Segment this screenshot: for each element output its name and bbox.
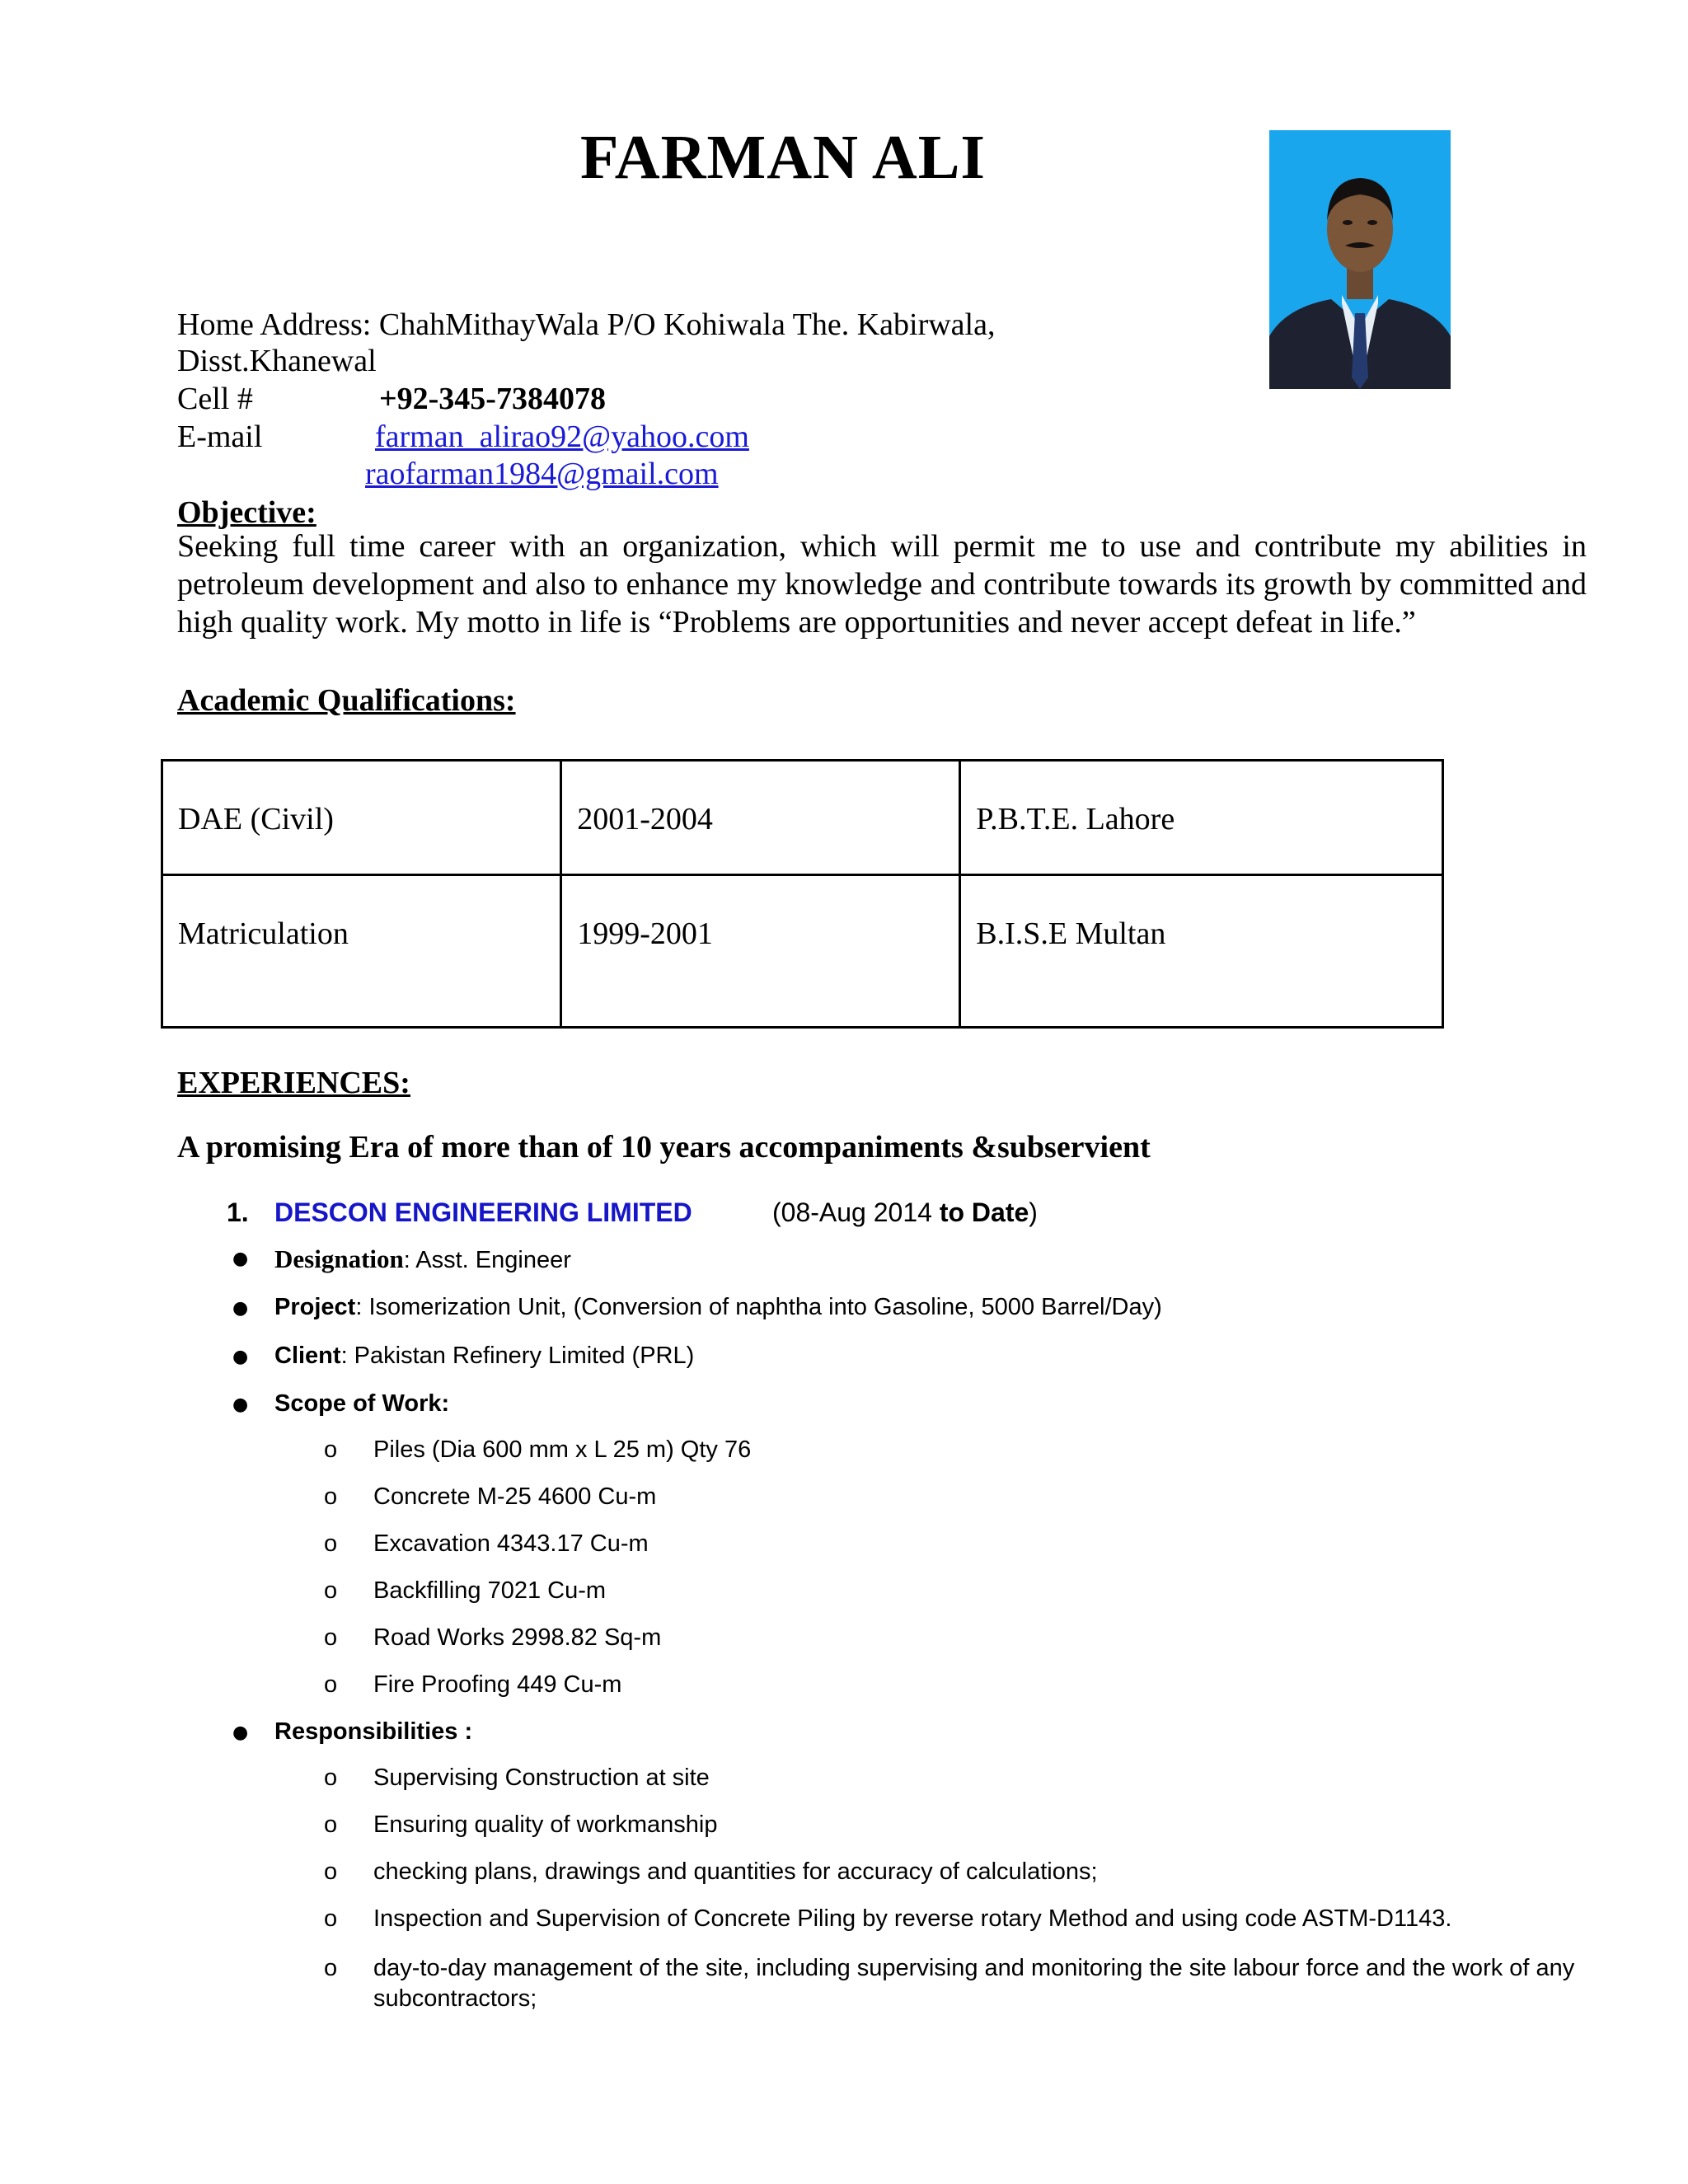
project-item: Project: Isomerization Unit, (Conversion of naphtha into Gasoline, 5000 Barrel/Day) xyxy=(274,1294,1162,1320)
sub-bullet-icon: o xyxy=(324,1858,338,1885)
bullet-icon: ● xyxy=(232,1722,249,1743)
responsibility-item: Supervising Construction at site xyxy=(373,1765,710,1791)
table-cell: Matriculation xyxy=(162,875,561,1028)
objective-heading: Objective: xyxy=(177,495,316,530)
responsibility-item: day-to-day management of the site, including supervising and monitoring the site labour force and the work of any subcontractors; xyxy=(373,1955,1575,2012)
academic-heading: Academic Qualifications: xyxy=(177,683,516,718)
bullet-icon: ● xyxy=(232,1347,249,1367)
sub-bullet-icon: o xyxy=(324,1765,338,1791)
sub-bullet-icon: o xyxy=(324,1624,338,1651)
academic-table xyxy=(161,759,1444,1029)
sub-bullet-icon: o xyxy=(324,1483,338,1510)
home-address-line-1: Home Address: ChahMithayWala P/O Kohiwala The. Kabirwala, xyxy=(177,307,996,342)
sub-bullet-icon: o xyxy=(324,1811,338,1838)
sub-bullet-icon: o xyxy=(324,1955,338,1981)
sub-bullet-icon: o xyxy=(324,1436,338,1463)
email-label: E-mail xyxy=(177,419,263,454)
scope-item: Fire Proofing 449 Cu-m xyxy=(373,1671,622,1698)
company-name: DESCON ENGINEERING LIMITED xyxy=(274,1197,692,1227)
table-cell: DAE (Civil) xyxy=(162,761,561,875)
table-cell: 2001-2004 xyxy=(561,761,960,875)
home-address-line-2: Disst.Khanewal xyxy=(177,344,377,378)
sub-bullet-icon: o xyxy=(324,1905,338,1932)
email-link-gmail[interactable]: raofarman1984@gmail.com xyxy=(365,457,719,491)
table-row xyxy=(162,761,1443,875)
responsibility-item: Ensuring quality of workmanship xyxy=(373,1811,718,1838)
bullet-icon: ● xyxy=(232,1298,249,1319)
experiences-heading: EXPERIENCES: xyxy=(177,1066,410,1100)
bullet-icon: ● xyxy=(232,1249,249,1269)
responsibility-item: Inspection and Supervision of Concrete Piling by reverse rotary Method and using code ASTM-D1143. xyxy=(373,1905,1452,1932)
sub-bullet-icon: o xyxy=(324,1530,338,1557)
job-period: (08-Aug 2014 to Date) xyxy=(772,1197,1038,1227)
job-number: 1. xyxy=(227,1197,249,1227)
cell-label: Cell # xyxy=(177,382,253,416)
scope-heading: Scope of Work: xyxy=(274,1390,450,1417)
table-cell: 1999-2001 xyxy=(561,875,960,1028)
table-row xyxy=(162,875,1443,1028)
experience-summary: A promising Era of more than of 10 years accompaniments &subservient xyxy=(177,1130,1151,1165)
sub-bullet-icon: o xyxy=(324,1577,338,1604)
scope-item: Road Works 2998.82 Sq-m xyxy=(373,1624,662,1651)
bullet-icon: ● xyxy=(232,1394,249,1415)
table-cell: P.B.T.E. Lahore xyxy=(960,761,1443,875)
designation-item: Designation: Asst. Engineer xyxy=(274,1244,571,1273)
sub-bullet-icon: o xyxy=(324,1671,338,1698)
client-item: Client: Pakistan Refinery Limited (PRL) xyxy=(274,1343,695,1369)
cell-number: +92-345-7384078 xyxy=(379,382,606,416)
profile-photo xyxy=(1269,130,1451,389)
scope-item: Piles (Dia 600 mm x L 25 m) Qty 76 xyxy=(373,1436,752,1463)
scope-item: Concrete M-25 4600 Cu-m xyxy=(373,1483,657,1510)
responsibility-item: checking plans, drawings and quantities for accuracy of calculations; xyxy=(373,1858,1098,1885)
table-cell: B.I.S.E Multan xyxy=(960,875,1443,1028)
candidate-name: FARMAN ALI xyxy=(579,123,986,192)
responsibilities-heading: Responsibilities : xyxy=(274,1718,473,1745)
objective-text: Seeking full time career with an organization, which will permit me to use and contribute my abilities in petroleum development and also to enhance my knowledge and contribute towards its growth by committed and high quality work. My motto in life is “Problems are opportunities and never accept defeat in life.” xyxy=(177,529,1587,640)
scope-item: Backfilling 7021 Cu-m xyxy=(373,1577,607,1604)
portrait-figure xyxy=(1269,130,1451,389)
email-link-yahoo[interactable]: farman_alirao92@yahoo.com xyxy=(375,419,749,454)
scope-item: Excavation 4343.17 Cu-m xyxy=(373,1530,649,1557)
